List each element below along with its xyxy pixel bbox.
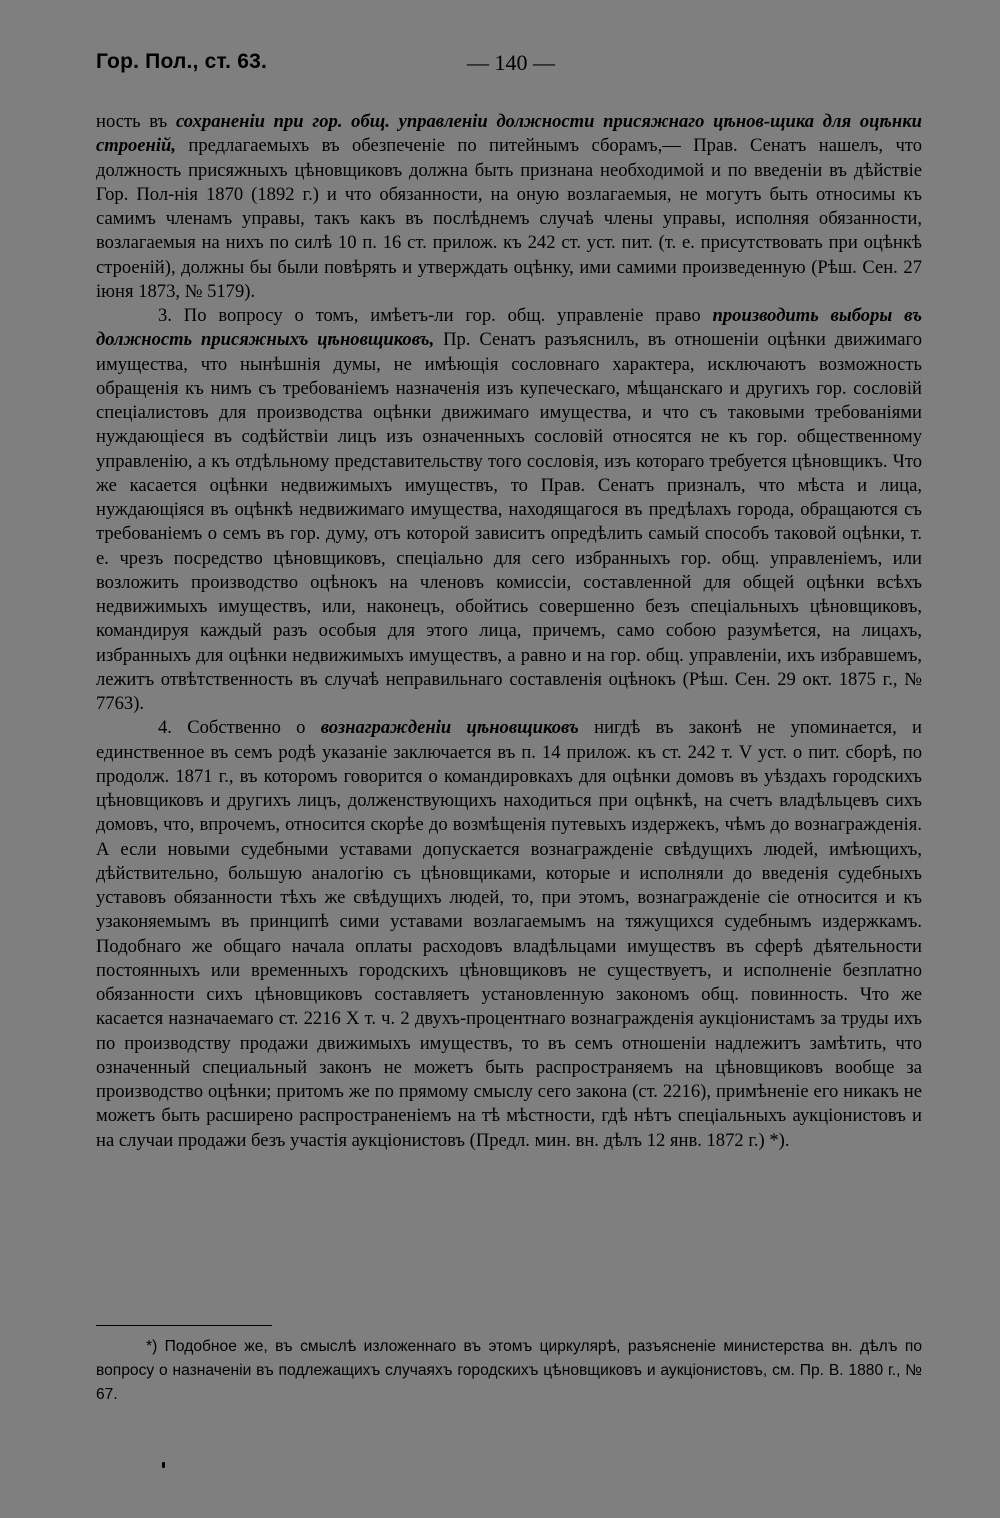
footnote-text: *) Подобное же, въ смыслѣ изложеннаго въ этомъ циркулярѣ, разъясненіе министерства вн. дѣлъ по вопросу о назначеніи въ подлежащихъ случаяхъ городскихъ цѣновщиковъ и аукціонистовъ, см. Пр. В. 1880 г., № 67. <box>96 1338 922 1403</box>
paragraph <box>96 304 922 716</box>
text-run: ность въ <box>96 111 176 132</box>
footnote <box>96 1335 922 1407</box>
paragraph <box>96 110 922 304</box>
page-header <box>96 50 926 80</box>
emphasized-text: вознагражденіи цѣновщиковъ <box>320 717 579 739</box>
page-number: — 140 — <box>467 50 555 75</box>
emphasized-text: сохраненіи при гор. общ. управленіи должности присяжнаго цѣнов-щика для оцѣнки строеній, <box>96 111 922 157</box>
text-run: 3. По вопросу о томъ, имѣетъ-ли гор. общ. управленіе право <box>158 305 713 326</box>
running-title: Гор. Пол., ст. 63. <box>96 50 268 73</box>
footnote-divider <box>96 1325 272 1326</box>
text-run: 4. Собственно о <box>158 717 321 739</box>
text-run: нигдѣ въ законѣ не упоминается, и единственное въ семъ родѣ указаніе заключается въ п. 14 прилож. къ ст. 242 т. V уст. о пит. сборѣ, по продолж. 1871 г., въ которомъ говорится о командировкахъ для оцѣнки домовъ въ уѣздахъ городскихъ цѣновщиковъ и другихъ лицъ, долженствующихъ находиться при оцѣнкѣ, на счетъ владѣльцевъ сихъ домовъ, что, впрочемъ, относится скорѣе до возмѣщенія путевыхъ издержекъ, чѣмъ до вознагражденія. А если новыми судебными уставами допускается вознагражденіе свѣдущихъ людей, имѣющихъ, дѣйствительно, большую аналогію съ цѣновщиками, которые и исполняли до введенія судебныхъ уставовъ обязанности тѣхъ же свѣдущихъ людей, то, при этомъ, вознагражденіе сіе относится и къ узаконяемымъ въ принципѣ сими уставами возлагаемымъ на тяжущихся судебнымъ издержкамъ. Подобнаго же общаго начала оплаты расходовъ владѣльцами имуществъ въ сферѣ дѣятельности постоянныхъ или временныхъ городскихъ цѣновщиковъ не существуетъ, и исполненіе безплатно обязанности сихъ цѣновщиковъ составляетъ установленную закономъ общ. повинность. Что же касается назначаемаго ст. 2216 X т. ч. 2 двухъ-процентнаго вознагражденія аукціонистамъ за труды ихъ по производству продажи движимыхъ имуществъ, то въ семъ отношеніи надлежитъ замѣтить, что означенный специальный законъ не можетъ быть распространяемъ на цѣновщиковъ вообще за производство оцѣнки; притомъ же по прямому смыслу сего закона (ст. 2216), примѣненіе его никакъ не можетъ быть расширено распространеніемъ на тѣ мѣстности, гдѣ нѣтъ спеціальныхъ аукціонистовъ и на случаи продажи безъ участія аукціонистовъ (Предл. мин. вн. дѣлъ 12 янв. 1872 г.) *). <box>96 717 922 1151</box>
text-run: предлагаемыхъ въ обезпеченіе по питейнымъ сборамъ,— Прав. Сенатъ нашелъ, что должность присяжныхъ цѣновщиковъ должна быть признана необходимой и по введеніи въ дѣйствіе Гор. Пол-нія 1870 (1892 г.) и что обязанности, на оную возлагаемыя, не могутъ быть относимы къ самимъ членамъ управы, такъ какъ въ послѣднемъ случаѣ члены управы, исполняя обязанности, возлагаемыя на нихъ по силѣ 10 п. 16 ст. прилож. къ 242 ст. уст. пит. (т. е. присутствовать при оцѣнкѣ строеній), должны бы были повѣрять и утверждать оцѣнку, ими самими произведенную (Рѣш. Сен. 27 іюня 1873, № 5179). <box>96 135 922 302</box>
body-text <box>96 110 922 1153</box>
ink-speck <box>162 1462 165 1468</box>
emphasized-text: производить выборы въ должность присяжныхъ цѣновщиковъ, <box>96 305 922 351</box>
paragraph <box>96 716 922 1153</box>
text-run: Пр. Сенатъ разъяснилъ, въ отношеніи оцѣнки движимаго имущества, что нынѣшнія думы, не имѣющія сословнаго характера, исключаютъ возможность обращенія къ нимъ съ требованіемъ назначенія изъ купеческаго, мѣщанскаго и другихъ гор. сословій спеціалистовъ для производства оцѣнки движимаго имущества, и что съ таковыми требованіями нуждающіеся въ содѣйствіи лицъ изъ означенныхъ сословій относятся не къ гор. общественному управленію, а къ отдѣльному представительству того сословія, изъ котораго требуется цѣновщикъ. Что же касается оцѣнки недвижимыхъ имуществъ, то Прав. Сенатъ призналъ, что мѣста и лица, нуждающіяся въ оцѣнкѣ недвижимаго имущества, находящагося въ предѣлахъ города, обращаются съ требованіемъ о семъ въ гор. думу, отъ которой зависитъ опредѣлить самый способъ таковой оцѣнки, т. е. чрезъ посредство цѣновщиковъ, спеціально для сего избранныхъ гор. общ. управленіемъ, или возложить производство оцѣнокъ на членовъ комиссіи, составленной для общей оцѣнки всѣхъ недвижимыхъ имуществъ, или, наконецъ, обойтись совершенно безъ спеціальныхъ цѣновщиковъ, командируя каждый разъ особыя для этого лица, причемъ, само собою разумѣется, на лицахъ, избранныхъ для оцѣнки недвижимыхъ имуществъ, а равно и на гор. общ. управленіи, ихъ избравшемъ, лежитъ отвѣтственность въ случаѣ неправильнаго составленія оцѣнокъ (Рѣш. Сен. 29 окт. 1875 г., № 7763). <box>96 329 922 714</box>
